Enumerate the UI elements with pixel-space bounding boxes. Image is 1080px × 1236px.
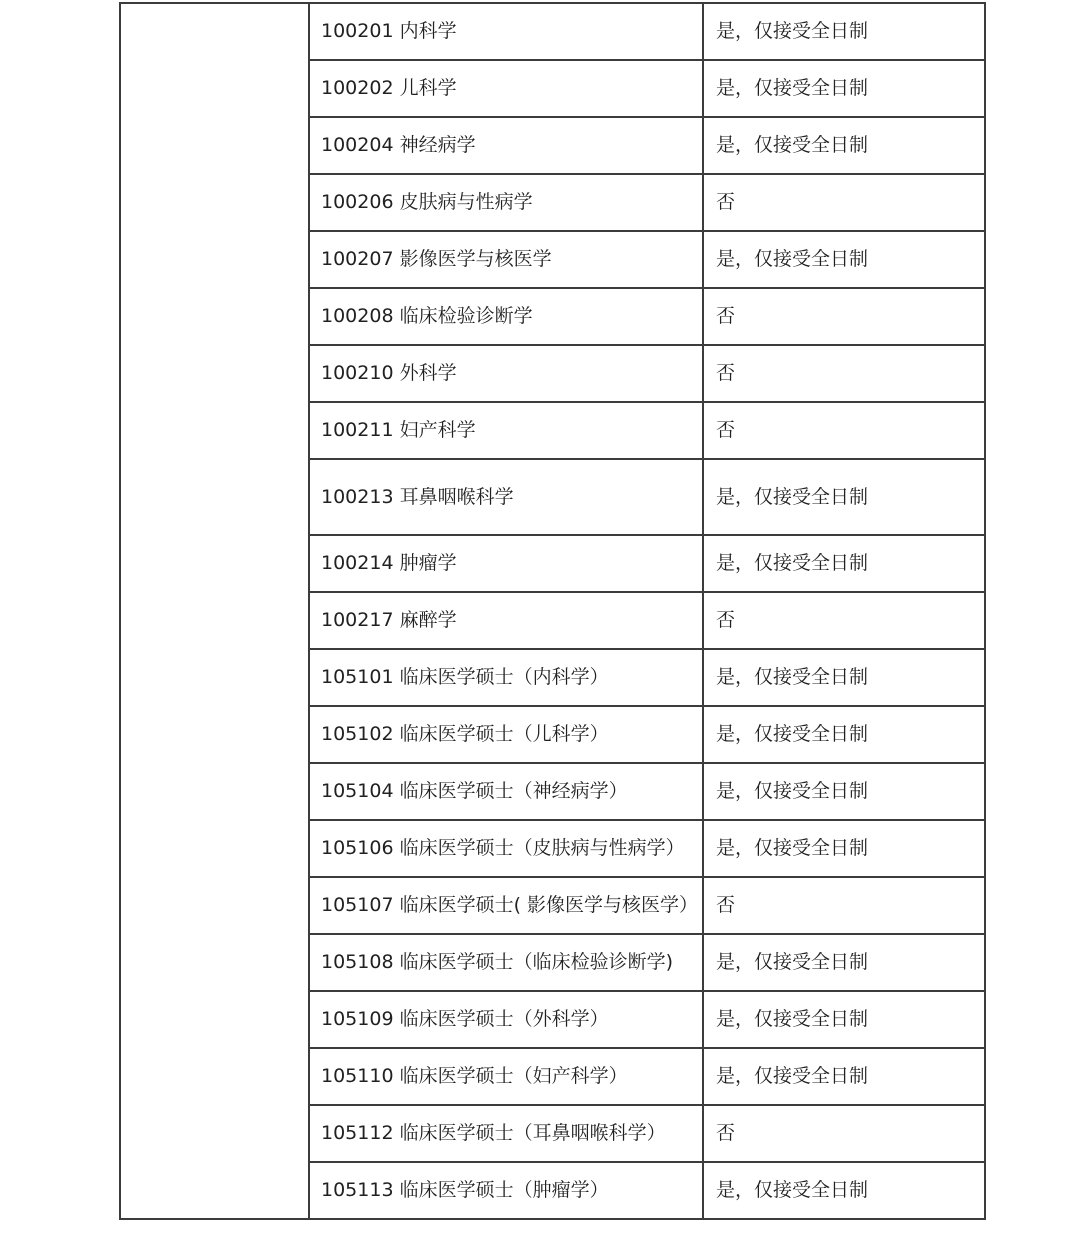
fulltime-cell: 否 (703, 174, 985, 231)
fulltime-cell: 否 (703, 877, 985, 934)
fulltime-cell: 是，仅接受全日制 (703, 706, 985, 763)
program-cell: 105104 临床医学硕士（神经病学） (309, 763, 703, 820)
program-cell: 100206 皮肤病与性病学 (309, 174, 703, 231)
program-cell: 105107 临床医学硕士( 影像医学与核医学） (309, 877, 703, 934)
program-cell: 100204 神经病学 (309, 117, 703, 174)
fulltime-cell: 是，仅接受全日制 (703, 1162, 985, 1219)
fulltime-cell: 是，仅接受全日制 (703, 649, 985, 706)
fulltime-cell: 否 (703, 402, 985, 459)
fulltime-cell: 是，仅接受全日制 (703, 763, 985, 820)
fulltime-cell: 是，仅接受全日制 (703, 991, 985, 1048)
program-cell: 105113 临床医学硕士（肿瘤学） (309, 1162, 703, 1219)
program-cell: 105102 临床医学硕士（儿科学） (309, 706, 703, 763)
fulltime-cell: 否 (703, 592, 985, 649)
fulltime-cell: 否 (703, 345, 985, 402)
fulltime-cell: 是，仅接受全日制 (703, 60, 985, 117)
fulltime-cell: 否 (703, 288, 985, 345)
program-cell: 100214 肿瘤学 (309, 535, 703, 592)
program-cell: 100217 麻醉学 (309, 592, 703, 649)
fulltime-cell: 是，仅接受全日制 (703, 117, 985, 174)
fulltime-cell: 是，仅接受全日制 (703, 459, 985, 535)
program-cell: 100211 妇产科学 (309, 402, 703, 459)
program-cell: 100201 内科学 (309, 3, 703, 60)
program-cell: 105106 临床医学硕士（皮肤病与性病学） (309, 820, 703, 877)
program-cell: 100210 外科学 (309, 345, 703, 402)
fulltime-cell: 是，仅接受全日制 (703, 3, 985, 60)
program-cell: 105112 临床医学硕士（耳鼻咽喉科学） (309, 1105, 703, 1162)
merged-left-cell (120, 3, 309, 1219)
fulltime-cell: 是，仅接受全日制 (703, 820, 985, 877)
program-cell: 100208 临床检验诊断学 (309, 288, 703, 345)
program-cell: 105110 临床医学硕士（妇产科学） (309, 1048, 703, 1105)
program-cell: 105108 临床医学硕士（临床检验诊断学) (309, 934, 703, 991)
fulltime-cell: 是，仅接受全日制 (703, 231, 985, 288)
admissions-programs-table (119, 2, 986, 1220)
fulltime-cell: 是，仅接受全日制 (703, 535, 985, 592)
fulltime-cell: 否 (703, 1105, 985, 1162)
fulltime-cell: 是，仅接受全日制 (703, 934, 985, 991)
program-cell: 100202 儿科学 (309, 60, 703, 117)
program-cell: 105101 临床医学硕士（内科学） (309, 649, 703, 706)
program-cell: 100213 耳鼻咽喉科学 (309, 459, 703, 535)
table-row (120, 3, 985, 60)
fulltime-cell: 是，仅接受全日制 (703, 1048, 985, 1105)
program-cell: 100207 影像医学与核医学 (309, 231, 703, 288)
program-cell: 105109 临床医学硕士（外科学） (309, 991, 703, 1048)
